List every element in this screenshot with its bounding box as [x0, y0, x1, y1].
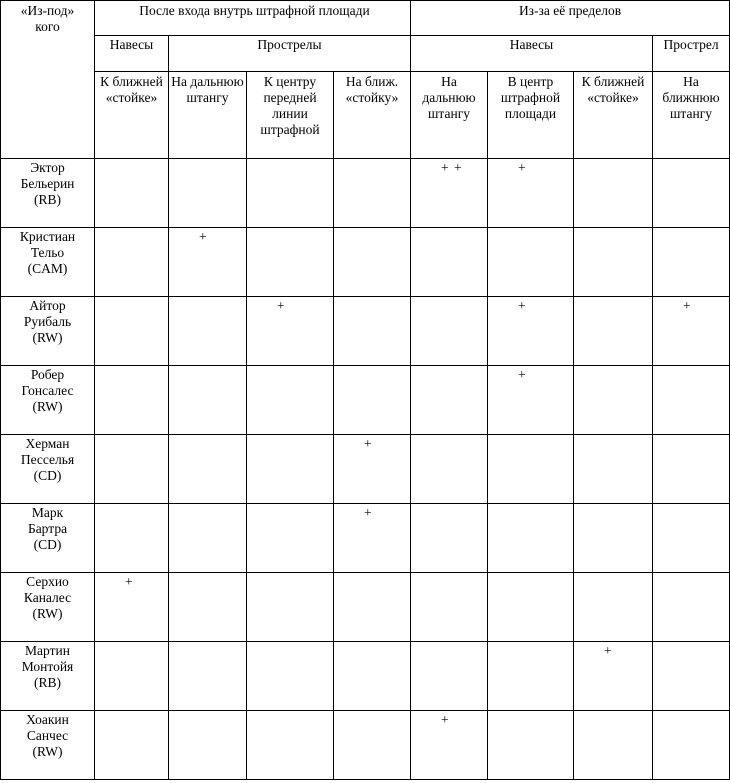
mark-cell	[95, 366, 169, 435]
player-name: Эктор Бельерин (RB)	[1, 159, 95, 228]
mark: +	[518, 367, 527, 382]
mark-cell	[247, 504, 334, 573]
column-header: В центр штрафной площади	[488, 72, 574, 159]
column-header: К центру передней линии штрафной	[247, 72, 334, 159]
mark-cell	[488, 159, 574, 228]
mark: +	[683, 298, 692, 313]
player-name: Серхио Каналес (RW)	[1, 573, 95, 642]
mark-cell	[95, 228, 169, 297]
mark: +	[518, 160, 527, 175]
player-name: Мартин Монтойя (RB)	[1, 642, 95, 711]
player-name: Хоакин Санчес (RW)	[1, 711, 95, 780]
mark-cell	[334, 711, 411, 780]
mark-cell	[574, 642, 653, 711]
mark-cell	[411, 435, 488, 504]
table-row	[1, 711, 730, 780]
player-name: Марк Бартра (CD)	[1, 504, 95, 573]
mark-cell	[488, 711, 574, 780]
player-name: Херман Песселья (CD)	[1, 435, 95, 504]
mark-cell	[574, 159, 653, 228]
mark-cell	[247, 435, 334, 504]
mark: +	[518, 298, 527, 313]
mark-cell	[334, 573, 411, 642]
mark-cell	[169, 159, 247, 228]
mark-cell	[95, 711, 169, 780]
mark-cell	[574, 435, 653, 504]
mark-cell	[247, 642, 334, 711]
table-row	[1, 573, 730, 642]
mark-cell	[574, 573, 653, 642]
mark-cell	[411, 504, 488, 573]
mark-cell	[95, 435, 169, 504]
mark-cell	[247, 228, 334, 297]
group-header-outside: Из-за её пределов	[411, 1, 730, 36]
mark-cell	[247, 366, 334, 435]
mark-cell	[653, 366, 730, 435]
player-name: Айтор Руибаль (RW)	[1, 297, 95, 366]
table-row	[1, 297, 730, 366]
column-header: На дальнюю штангу	[411, 72, 488, 159]
mark-cell	[95, 573, 169, 642]
mark-cell	[653, 435, 730, 504]
mark-cell	[247, 711, 334, 780]
table-row	[1, 504, 730, 573]
column-header: К ближней «стойке»	[574, 72, 653, 159]
subheader-outside-cutback: Прострел	[653, 36, 730, 72]
group-header-inside: После входа внутрь штрафной площади	[95, 1, 411, 36]
table-row	[1, 228, 730, 297]
mark-cell	[488, 642, 574, 711]
mark: +	[364, 505, 373, 520]
mark-cell	[334, 297, 411, 366]
mark-cell	[574, 711, 653, 780]
mark-cell	[95, 297, 169, 366]
mark-cell	[574, 504, 653, 573]
mark-cell	[95, 642, 169, 711]
column-header: К ближней «стойке»	[95, 72, 169, 159]
mark: + +	[441, 160, 463, 175]
mark-cell	[653, 573, 730, 642]
mark-cell	[488, 297, 574, 366]
mark-cell	[488, 228, 574, 297]
mark-cell	[247, 159, 334, 228]
mark-cell	[488, 366, 574, 435]
mark-cell	[574, 297, 653, 366]
player-name: Робер Гонсалес (RW)	[1, 366, 95, 435]
mark-cell	[653, 159, 730, 228]
mark-cell	[653, 642, 730, 711]
mark-cell	[334, 642, 411, 711]
mark-cell	[574, 228, 653, 297]
mark: +	[277, 298, 286, 313]
table-row	[1, 159, 730, 228]
mark-cell	[95, 504, 169, 573]
mark-cell	[488, 573, 574, 642]
mark-cell	[653, 504, 730, 573]
mark-cell	[411, 366, 488, 435]
mark-cell	[653, 297, 730, 366]
mark-cell	[653, 228, 730, 297]
mark-cell	[334, 504, 411, 573]
mark-cell	[247, 573, 334, 642]
subheader-inside-cutbacks: Прострелы	[169, 36, 411, 72]
mark: +	[604, 643, 613, 658]
subheader-inside-crosses: Навесы	[95, 36, 169, 72]
mark-cell	[411, 159, 488, 228]
corner-header: «Из-под» кого	[1, 1, 95, 159]
subheader-outside-crosses: Навесы	[411, 36, 653, 72]
player-name: Кристиан Тельо (CAM)	[1, 228, 95, 297]
mark-cell	[411, 228, 488, 297]
mark: +	[199, 229, 208, 244]
mark-cell	[169, 228, 247, 297]
mark: +	[364, 436, 373, 451]
table-row	[1, 642, 730, 711]
column-header: На ближнюю штангу	[653, 72, 730, 159]
mark-cell	[169, 642, 247, 711]
column-header: На ближ. «стойку»	[334, 72, 411, 159]
mark-cell	[488, 504, 574, 573]
mark-cell	[411, 297, 488, 366]
mark-cell	[488, 435, 574, 504]
mark-cell	[169, 435, 247, 504]
table-row	[1, 366, 730, 435]
mark-cell	[169, 573, 247, 642]
mark-cell	[169, 297, 247, 366]
mark-cell	[169, 366, 247, 435]
mark-cell	[653, 711, 730, 780]
mark-cell	[574, 366, 653, 435]
mark-cell	[169, 711, 247, 780]
column-header: На дальнюю штангу	[169, 72, 247, 159]
mark-cell	[95, 159, 169, 228]
mark-cell	[334, 159, 411, 228]
mark-cell	[334, 435, 411, 504]
mark-cell	[334, 366, 411, 435]
mark-cell	[247, 297, 334, 366]
mark-cell	[169, 504, 247, 573]
mark-cell	[411, 573, 488, 642]
mark: +	[441, 712, 450, 727]
mark-cell	[411, 642, 488, 711]
table-row	[1, 435, 730, 504]
mark-cell	[334, 228, 411, 297]
mark: +	[125, 574, 134, 589]
mark-cell	[411, 711, 488, 780]
